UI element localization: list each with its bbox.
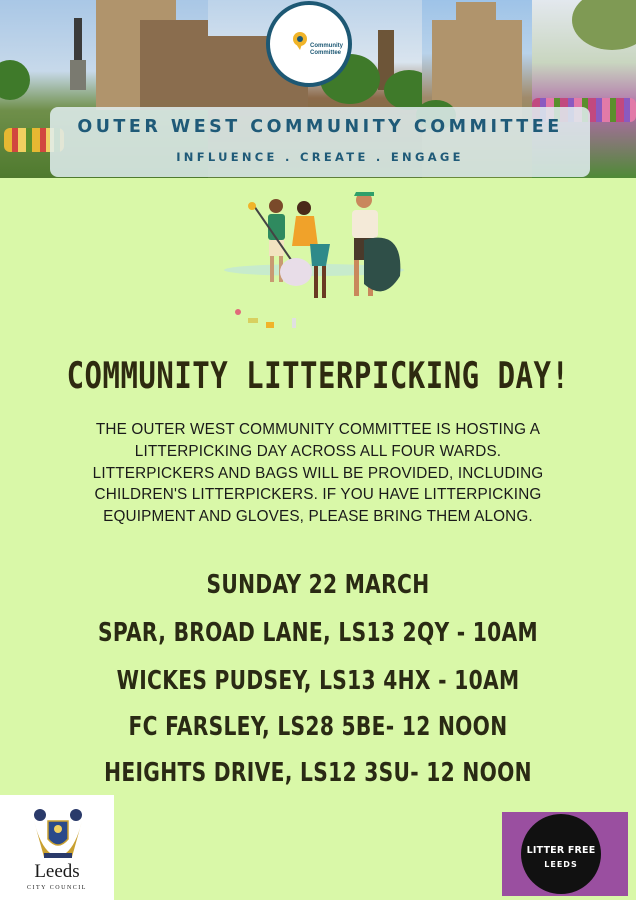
description-line: THE OUTER WEST COMMUNITY COMMITTEE IS HOSTING A [95, 421, 541, 438]
description-line: LITTERPICKERS AND BAGS WILL BE PROVIDED, INCLUDING [92, 464, 544, 482]
description-line: EQUIPMENT AND GLOVES, PLEASE BRING THEM ALONG. [103, 508, 533, 526]
litter-free-leeds-logo [502, 812, 628, 896]
speech-pin-icon [290, 31, 310, 51]
lfl-title: LITTER FREE [526, 845, 596, 856]
committee-title: OUTER WEST COMMUNITY COMMITTEE [77, 117, 563, 137]
poster-headline: COMMUNITY LITTERPICKING DAY! [66, 354, 570, 397]
crest-icon [30, 805, 86, 861]
event-location: SPAR, BROAD LANE, LS13 2QY - 10AM [98, 618, 538, 648]
event-location: HEIGHTS DRIVE, LS12 3SU- 12 NOON [104, 758, 532, 788]
event-location: FC FARSLEY, LS28 5BE- 12 NOON [128, 712, 508, 742]
lfl-city: LEEDS [544, 860, 578, 869]
event-description [56, 419, 580, 528]
logo-wordmark: Community Committee [310, 43, 343, 56]
leeds-subtitle: CITY COUNCIL [27, 885, 87, 891]
community-committee-logo [266, 1, 352, 87]
litterpicking-illustration [214, 184, 424, 334]
description-line: LITTERPICKING DAY ACROSS ALL FOUR WARDS. [134, 442, 502, 460]
header-photo-collage [0, 0, 636, 178]
description-line: CHILDREN'S LITTERPICKERS. IF YOU HAVE LITTERPICKING [94, 486, 542, 504]
event-date: SUNDAY 22 MARCH [206, 570, 430, 600]
lfl-badge [521, 814, 601, 894]
leeds-wordmark: Leeds [34, 861, 80, 882]
title-band [50, 107, 590, 177]
tagline: INFLUENCE . CREATE . ENGAGE [176, 150, 464, 164]
event-location: WICKES PUDSEY, LS13 4HX - 10AM [116, 666, 520, 696]
leeds-city-council-logo [0, 795, 114, 900]
